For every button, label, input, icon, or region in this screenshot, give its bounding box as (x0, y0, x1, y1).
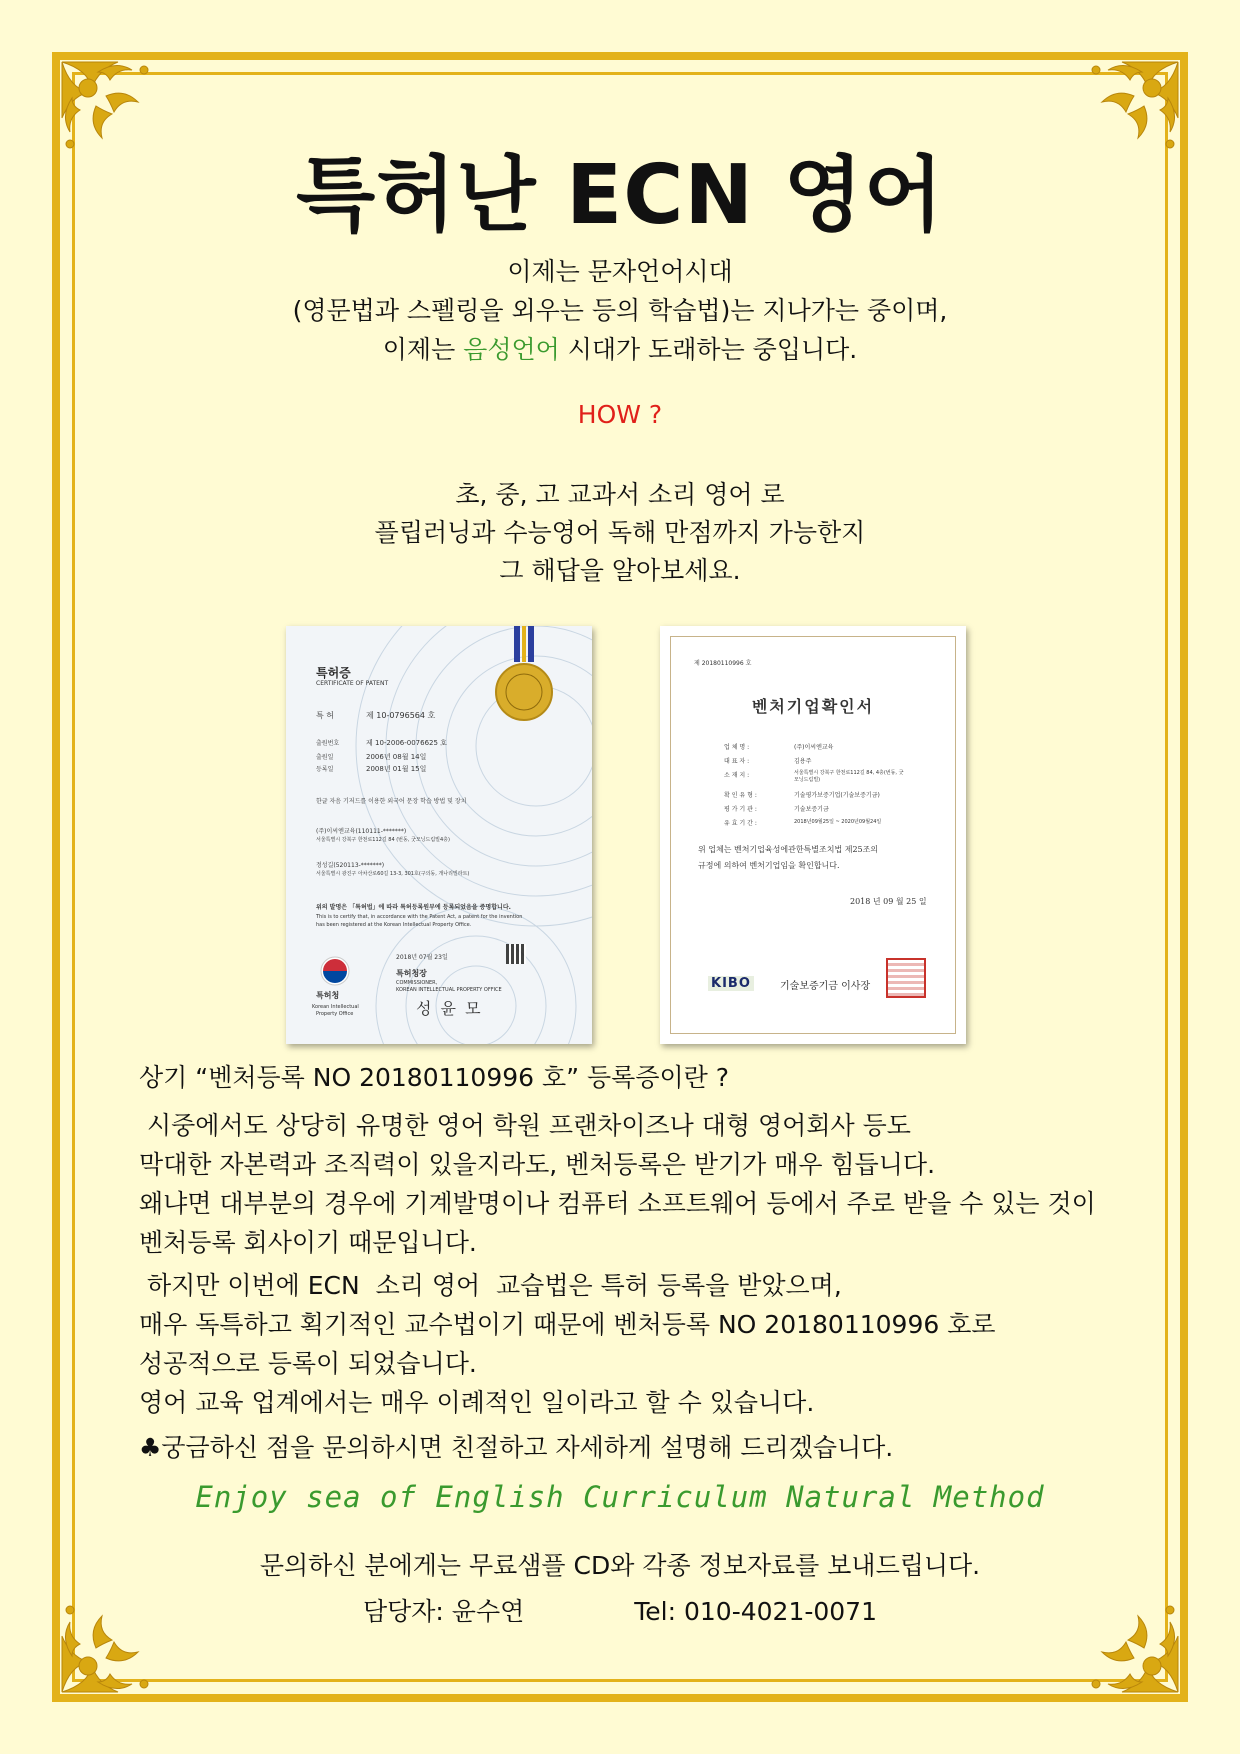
kipo-logo-en-1: Korean Intellectual (312, 1004, 359, 1010)
para3-line-4: 영어 교육 업계에서는 매우 이례적인 일이라고 할 수 있습니다. (139, 1388, 815, 1417)
venture-statement-1: 위 업체는 벤처기업육성에관한특별조치법 제25조의 (698, 845, 879, 854)
patent-certificate-image (286, 626, 592, 1044)
kibo-logo-icon: KIBO (708, 976, 754, 991)
contact-line (0, 1592, 1240, 1628)
paragraph-venture-question: 상기 “벤처등록 NO 20180110996 호” 등록증이란 ? (139, 1063, 729, 1092)
contact-person: 담당자: 윤수연 (362, 1597, 525, 1626)
filing-label: 출원일 (316, 754, 334, 761)
application-number: 제 10-2006-0076625 호 (366, 739, 447, 747)
para2-line-3: 왜냐면 대부분의 경우에 기계발명이나 컴퓨터 소프트웨어 등에서 주로 받을 수 있는 것이 (139, 1189, 1096, 1218)
para2-line-4: 벤처등록 회사이기 때문입니다. (139, 1228, 477, 1257)
venture-issue-date: 2018 년 09 월 25 일 (850, 897, 927, 906)
intro-line-2: (영문법과 스펠링을 외우는 등의 학습법)는 지나가는 중이며, (292, 296, 948, 325)
question-line-1: 초, 중, 고 교과서 소리 영어 로 (455, 480, 785, 509)
venture-row-label-3: 확 인 유 형 : (724, 792, 757, 799)
venture-certificate-image (660, 626, 966, 1044)
ecn-motto: Enjoy sea of English Curriculum Natural Method (195, 1480, 1045, 1514)
intro-block (0, 252, 1240, 369)
invention-title: 한글 자음 기저드를 이용한 외국어 문장 학습 방법 및 장치 (316, 798, 467, 805)
para3-line-3: 성공적으로 등록이 되었습니다. (139, 1349, 477, 1378)
patent-holder-address: 서울특별시 강북구 한천로112길 84 (번동, 굿모닝드림빌4층) (316, 837, 450, 843)
venture-row-label-4: 평 가 기 관 : (724, 806, 757, 813)
intro-line-3-pre: 이제는 (382, 335, 464, 364)
intro-line-1: 이제는 문자언어시대 (507, 257, 733, 286)
venture-row-value-5: 2018년09월25일 ~ 2020년09월24일 (794, 819, 882, 825)
patent-holder: (주)이씨엔교육(110111-*******) (316, 828, 407, 835)
venture-row-value-4: 기술보증기금 (794, 806, 829, 813)
certify-english-2: has been registered at the Korean Intellectual Property Office. (316, 922, 472, 928)
certify-korean: 위의 발명은 「특허법」에 따라 특허등록원부에 등록되었음을 증명합니다. (316, 904, 511, 911)
intro-line-3 (0, 330, 1240, 369)
patent-inventor-address: 서울특별시 광진구 아차산로60길 13-3, 301호(구의동, 개나리빌라트) (316, 871, 470, 877)
question-line-2: 플립러닝과 수능영어 독해 만점까지 가능한지 (374, 518, 866, 547)
venture-row-label-5: 유 효 기 간 : (724, 820, 757, 827)
patent-issue-date: 2018년 07월 23일 (396, 954, 448, 961)
paragraph-ecn-registration (139, 1266, 1119, 1422)
para2-line-2: 막대한 자본력과 조직력이 있을지라도, 벤처등록은 받기가 매우 힘듭니다. (139, 1150, 936, 1179)
para2-line-1: 시중에서도 상당히 유명한 영어 학원 프랜차이즈나 대형 영어회사 등도 (139, 1111, 911, 1140)
registration-label: 등록일 (316, 766, 334, 773)
question-block (0, 476, 1240, 590)
para3-line-1: 하지만 이번에 ECN 소리 영어 교습법은 특허 등록을 받았으며, (139, 1271, 842, 1300)
free-sample-offer: 문의하신 분에게는 무료샘플 CD와 각종 정보자료를 보내드립니다. (259, 1551, 981, 1580)
contact-phone[interactable]: Tel: 010-4021-0071 (634, 1597, 877, 1626)
intro-line-3-post: 시대가 도래하는 중입니다. (559, 335, 858, 364)
para3-line-2: 매우 독특하고 획기적인 교수법이기 때문에 벤처등록 NO 20180110996 호로 (139, 1310, 996, 1339)
venture-row-value-0: (주)이씨엔교육 (794, 744, 834, 751)
official-seal-stamp (886, 958, 926, 998)
gold-seal-icon (496, 664, 552, 720)
application-label: 출원번호 (316, 740, 340, 747)
venture-cert-title: 벤처기업확인서 (751, 697, 875, 716)
paragraph-venture-difficulty (139, 1106, 1119, 1262)
patent-heading: 특허증 (316, 666, 351, 680)
venture-row-value-2: 서울특별시 강북구 한천로112길 84, 4층(번동, 굿모닝드림빌) (794, 770, 904, 783)
patent-office-en-2: KOREAN INTELLECTUAL PROPERTY OFFICE (396, 987, 502, 993)
patent-inventor: 정성길(520113-*******) (316, 862, 385, 869)
question-line-3: 그 해답을 알아보세요. (499, 556, 741, 585)
page-title: 특허난 ECN 영어 (296, 148, 944, 243)
patent-subheading: CERTIFICATE OF PATENT (316, 680, 389, 687)
venture-cert-number: 제 20180110996 호 (694, 660, 752, 667)
commissioner-signature: 성 윤 모 (416, 999, 483, 1018)
kipo-logo-en-2: Property Office (316, 1011, 354, 1017)
intro-highlight: 음성언어 (463, 335, 560, 364)
inquiry-invitation: ♣궁금하신 점을 문의하시면 친절하고 자세하게 설명해 드리겠습니다. (139, 1433, 894, 1462)
venture-row-value-1: 김용주 (794, 758, 812, 765)
how-heading: HOW ? (577, 400, 663, 429)
kipo-logo-icon (320, 956, 350, 986)
certify-english-1: This is to certify that, in accordance with the Patent Act, a patent for the invention (316, 914, 523, 920)
venture-row-label-0: 업 체 명 : (724, 744, 750, 751)
venture-row-label-1: 대 표 자 : (724, 758, 750, 765)
patent-number: 제 10-0796564 호 (366, 711, 436, 720)
patent-label: 특 허 (316, 711, 334, 720)
qr-code-icon (506, 944, 526, 964)
venture-row-label-2: 소 재 지 : (724, 772, 750, 779)
filing-date: 2006년 08월 14일 (366, 753, 427, 761)
registration-date: 2008년 01월 15일 (366, 765, 427, 773)
kipo-logo-text: 특허청 (316, 991, 340, 1000)
venture-issuer: 기술보증기금 이사장 (780, 981, 871, 992)
venture-statement-2: 규정에 의하여 벤처기업임을 확인합니다. (698, 861, 840, 870)
patent-office-en-1: COMMISSIONER, (396, 980, 438, 986)
venture-row-value-3: 기술평가보증기업(기술보증기금) (794, 792, 880, 799)
patent-office-title: 특허청장 (396, 969, 427, 978)
